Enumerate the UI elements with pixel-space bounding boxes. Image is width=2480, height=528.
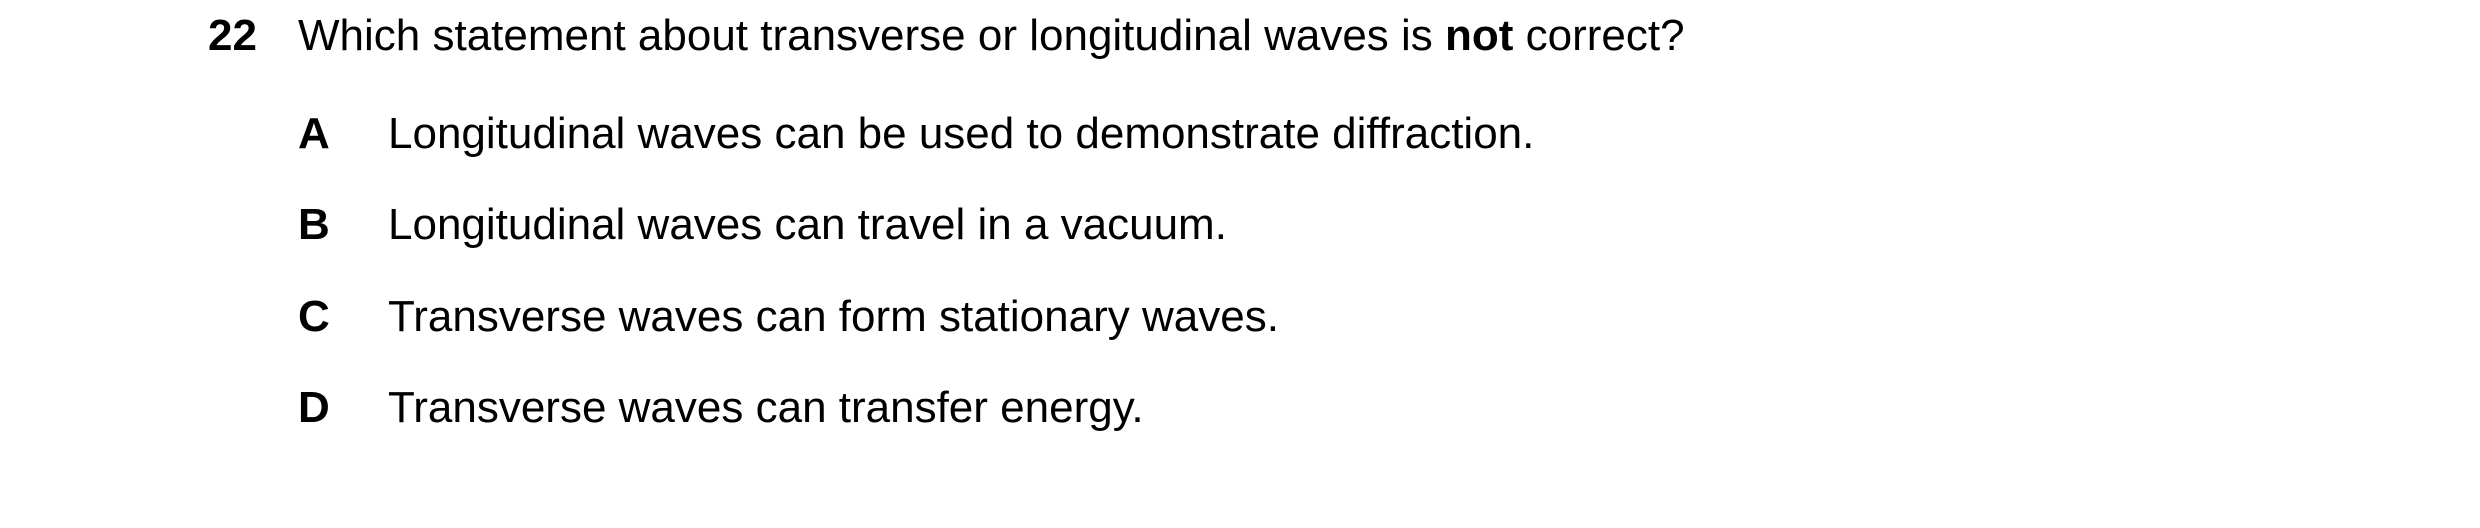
option-text: Transverse waves can form stationary waves. bbox=[388, 292, 1279, 341]
question-stem-emphasis: not bbox=[1445, 11, 1514, 60]
option-text: Transverse waves can transfer energy. bbox=[388, 383, 1144, 432]
option-letter: C bbox=[298, 292, 330, 341]
question-number: 22 bbox=[208, 11, 257, 60]
option-letter: B bbox=[298, 200, 330, 249]
question-stem bbox=[298, 10, 1685, 62]
question-stem-start: Which statement about transverse or longitudinal waves is bbox=[298, 11, 1446, 60]
option-letter: D bbox=[298, 383, 330, 432]
option-text: Longitudinal waves can be used to demonstrate diffraction. bbox=[388, 109, 1535, 158]
option-text: Longitudinal waves can travel in a vacuum. bbox=[388, 200, 1227, 249]
option-letter: A bbox=[298, 109, 330, 158]
question-stem-end: correct? bbox=[1513, 11, 1685, 60]
